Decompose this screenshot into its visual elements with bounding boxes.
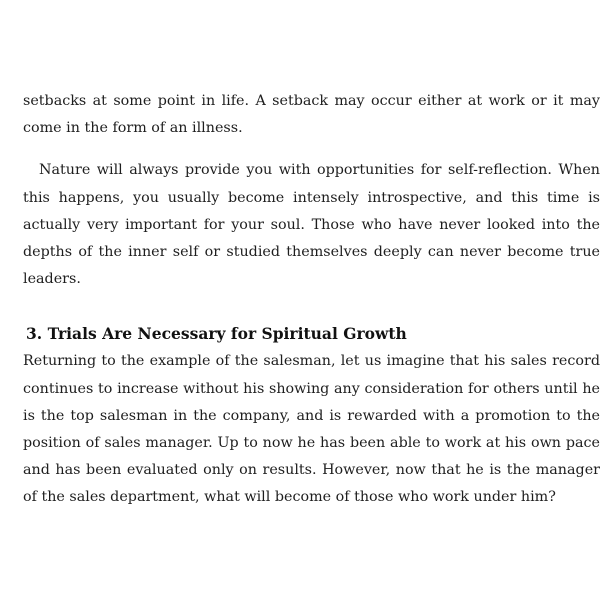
paragraph-self-reflection: Nature will always provide you with opportunities for self-reflection. When this happens, you usually become intensely introspective, and this time is actually very important for your soul. Those who have never looked into the depths of the inner self or studied themselves deeply can never become true leaders. bbox=[23, 162, 600, 288]
paragraph-setbacks: setbacks at some point in life. A setback may occur either at work or it may come in the form of an illness. bbox=[23, 93, 600, 137]
paragraph-salesman: Returning to the example of the salesman, let us imagine that his sales record continues to increase without his showing any consideration for others until he is the top salesman in the company, and is rewarded with a promotion to the position of sales manager. Up to now he has been able to work at his own pace and has been evaluated only on results. However, now that he is the manager of the sales department, what will become of those who work under him? bbox=[23, 353, 600, 506]
page-content bbox=[23, 88, 600, 512]
section-heading: 3. Trials Are Necessary for Spiritual Growth bbox=[26, 324, 407, 344]
